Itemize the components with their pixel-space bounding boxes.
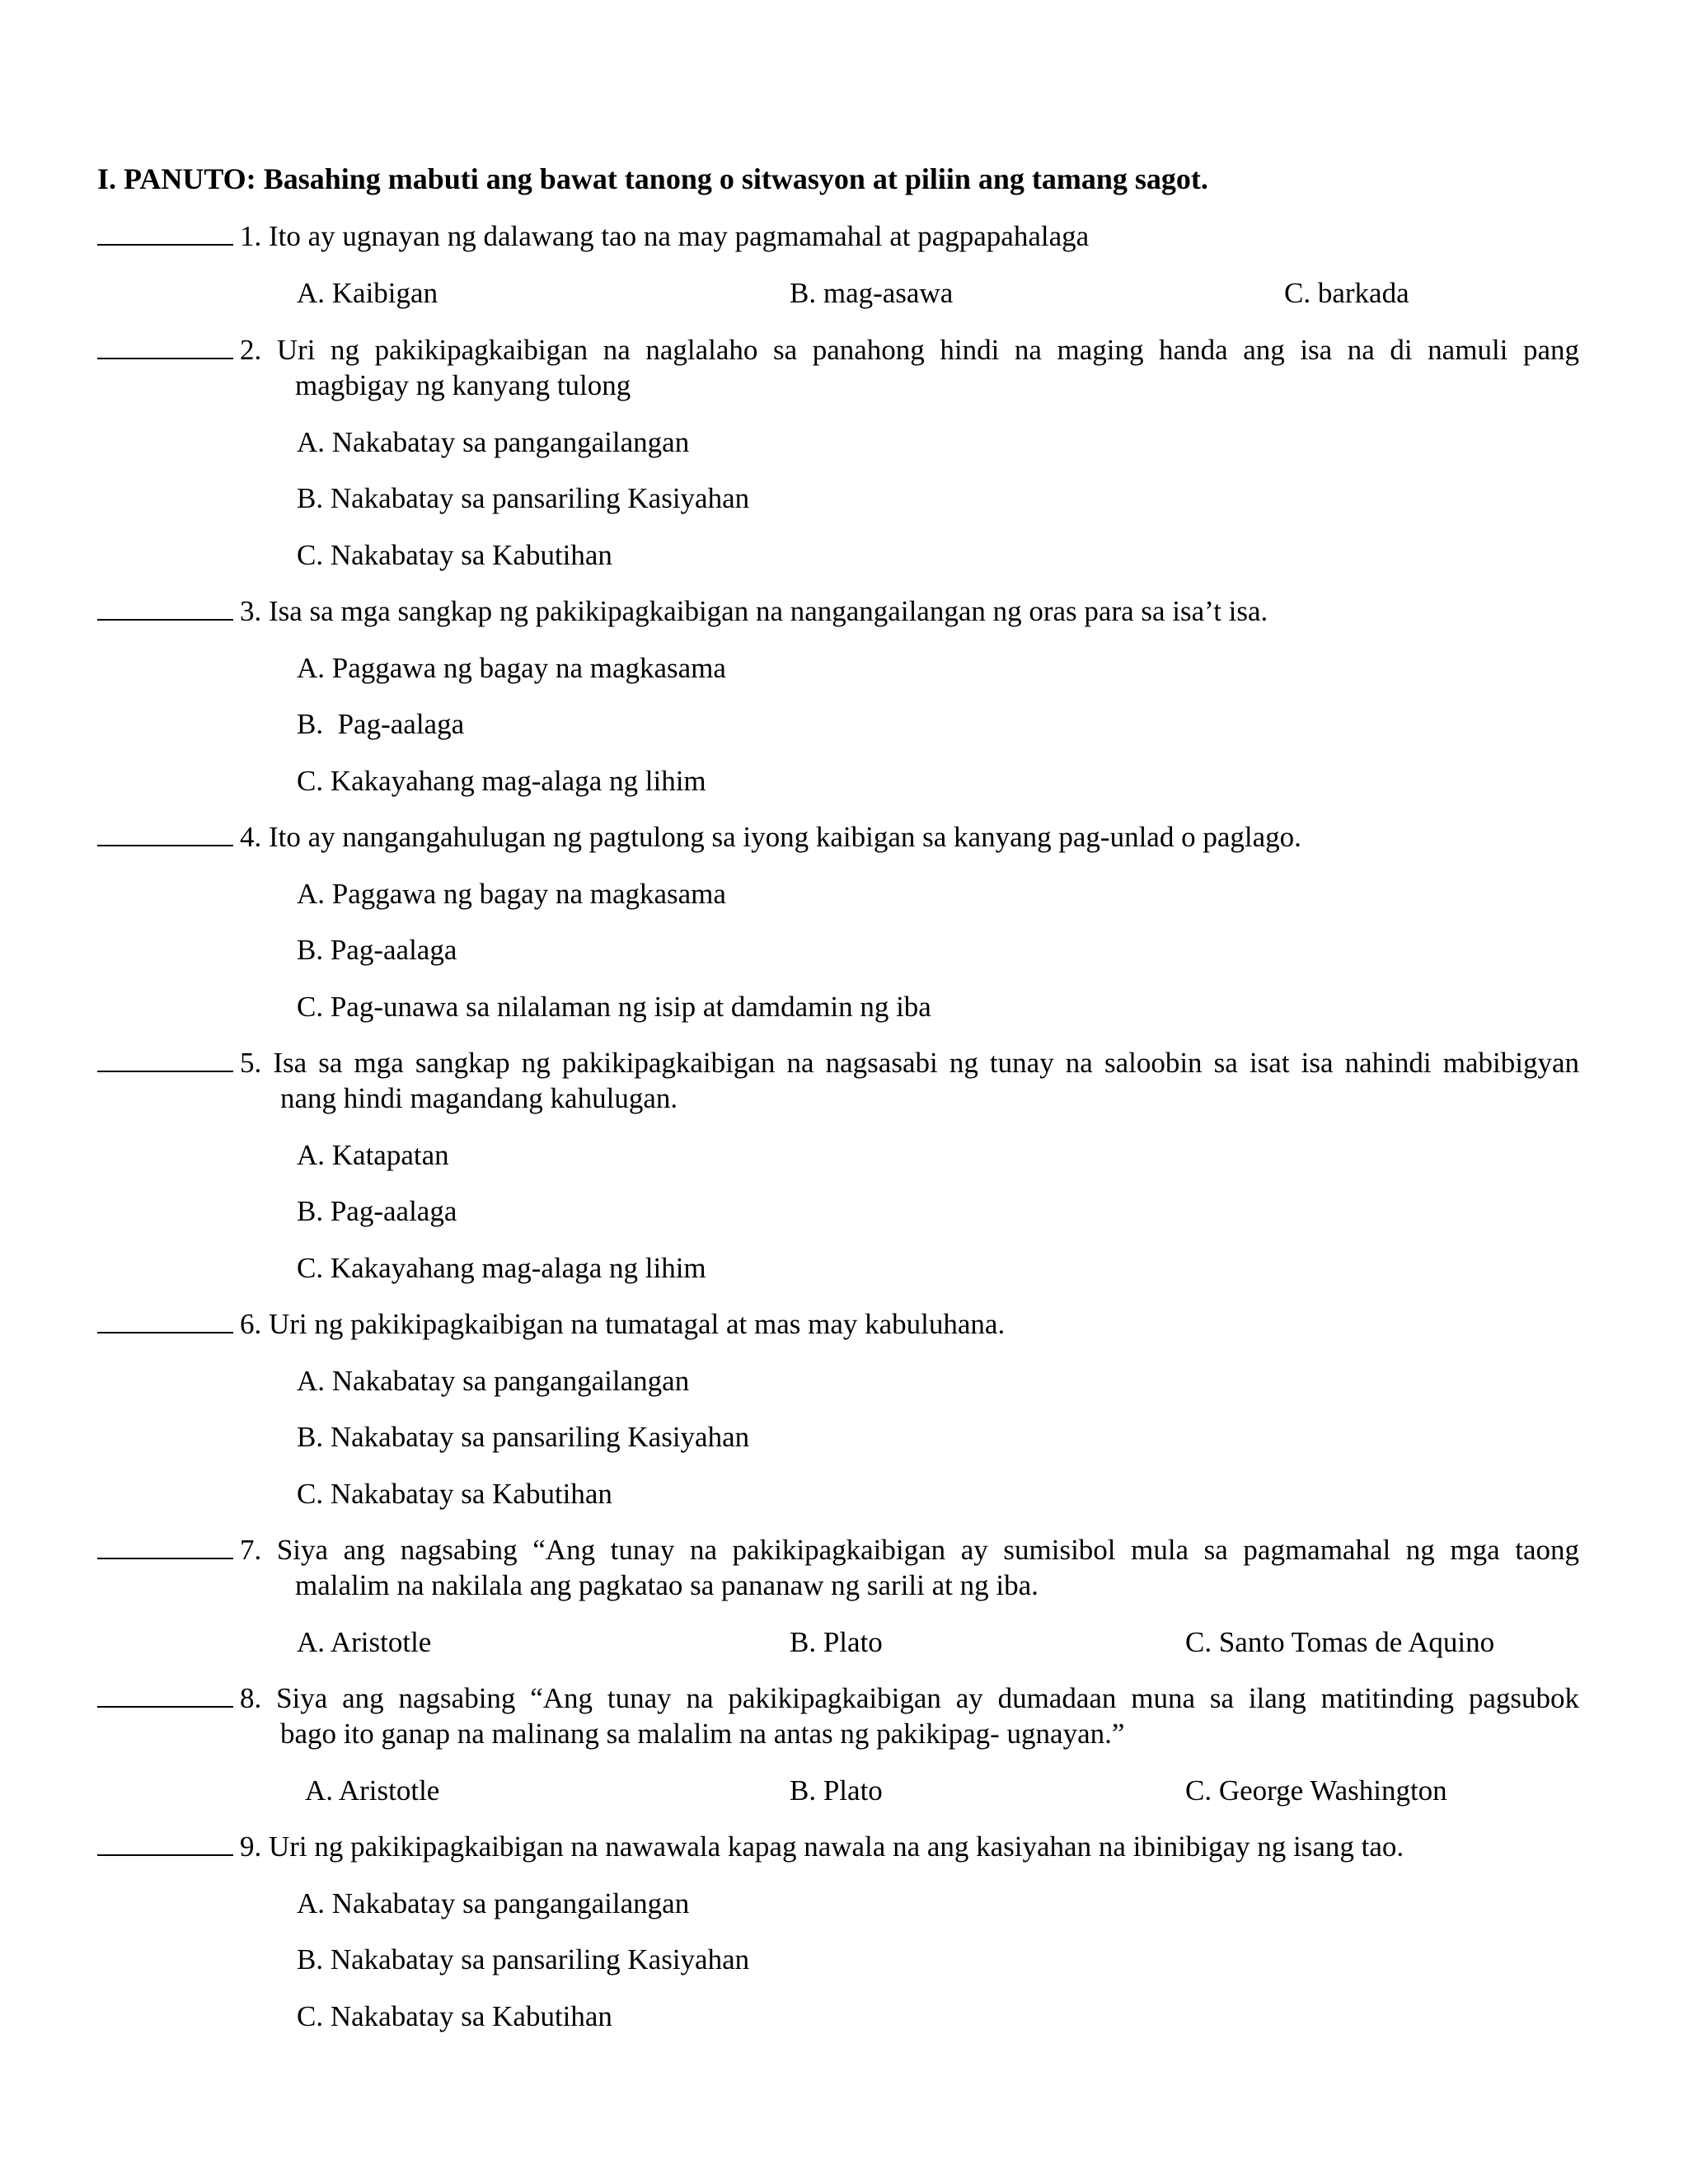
question-4-option-a: A. Paggawa ng bagay na magkasama	[297, 878, 726, 910]
question-4-option-c: C. Pag-unawa sa nilalaman ng isip at damdamin ng iba	[297, 991, 931, 1023]
answer-blank-5[interactable]	[97, 1046, 233, 1072]
question-3-text: 3. Isa sa mga sangkap ng pakikipagkaibigan na nangangailangan ng oras para sa isa’t isa.	[240, 595, 1268, 627]
question-5	[97, 1045, 1579, 1080]
question-7-continuation: malalim na nakilala ang pagkatao sa pananaw ng sarili at ng iba.	[295, 1569, 1039, 1601]
answer-blank-8[interactable]	[97, 1681, 233, 1708]
question-6-option-b: B. Nakabatay sa pansariling Kasiyahan	[297, 1421, 750, 1453]
question-2-option-a: A. Nakabatay sa pangangailangan	[297, 426, 690, 458]
answer-blank-9[interactable]	[97, 1830, 233, 1856]
question-4-text: 4. Ito ay nangangahulugan ng pagtulong sa iyong kaibigan sa kanyang pag-unlad o paglago.	[240, 821, 1301, 853]
question-3-option-a: A. Paggawa ng bagay na magkasama	[297, 652, 726, 684]
question-5-text: 5. Isa sa mga sangkap ng pakikipagkaibigan na nagsasabi ng tunay na saloobin sa isat isa nahindi mabibigyan	[240, 1047, 1579, 1079]
question-5-option-b: B. Pag-aalaga	[297, 1195, 457, 1227]
question-9-option-c: C. Nakabatay sa Kabutihan	[297, 2000, 612, 2032]
instructions-text: Basahing mabuti ang bawat tanong o sitwasyon at piliin ang tamang sagot.	[256, 162, 1208, 195]
answer-blank-1[interactable]	[97, 219, 233, 246]
question-8-option-c: C. George Washington	[1185, 1774, 1447, 1807]
question-2-continuation: magbigay ng kanyang tulong	[295, 369, 631, 401]
answer-blank-6[interactable]	[97, 1307, 233, 1333]
question-7-text: 7. Siya ang nagsabing “Ang tunay na pakikipagkaibigan ay sumisibol mula sa pagmamahal ng mga taong	[240, 1534, 1579, 1566]
question-7	[97, 1532, 1579, 1568]
question-7-option-c: C. Santo Tomas de Aquino	[1185, 1626, 1495, 1658]
question-6-option-a: A. Nakabatay sa pangangailangan	[297, 1365, 690, 1397]
question-5-option-a: A. Katapatan	[297, 1139, 449, 1171]
question-1-option-c: C. barkada	[1284, 277, 1409, 309]
instructions-label: I. PANUTO:	[97, 162, 256, 195]
question-8-text: 8. Siya ang nagsabing “Ang tunay na pakikipagkaibigan ay dumadaan muna sa ilang matitinding pagsubok	[240, 1682, 1579, 1714]
question-1-option-b: B. mag-asawa	[790, 277, 954, 309]
question-5-option-c: C. Kakayahang mag-alaga ng lihim	[297, 1252, 706, 1284]
question-6	[97, 1306, 1581, 1342]
question-8-continuation: bago ito ganap na malinang sa malalim na antas ng pakikipag- ugnayan.”	[280, 1718, 1125, 1750]
question-3	[97, 593, 1581, 629]
question-1-text: 1. Ito ay ugnayan ng dalawang tao na may pagmamahal at pagpapahalaga	[240, 220, 1090, 252]
answer-blank-7[interactable]	[97, 1533, 233, 1559]
question-6-option-c: C. Nakabatay sa Kabutihan	[297, 1478, 612, 1510]
answer-blank-3[interactable]	[97, 594, 233, 621]
question-2-text: 2. Uri ng pakikipagkaibigan na naglalaho sa panahong hindi na maging handa ang isa na di namuli pang	[240, 334, 1579, 366]
question-1	[97, 218, 1581, 254]
question-9	[97, 1829, 1581, 1864]
question-6-text: 6. Uri ng pakikipagkaibigan na tumatagal at mas may kabuluhana.	[240, 1308, 1006, 1340]
question-9-option-b: B. Nakabatay sa pansariling Kasiyahan	[297, 1943, 750, 1975]
question-4	[97, 819, 1581, 855]
instructions-heading	[97, 158, 1208, 199]
question-5-continuation: nang hindi magandang kahulugan.	[280, 1082, 678, 1114]
question-2	[97, 332, 1579, 368]
question-7-option-a: A. Aristotle	[297, 1626, 432, 1658]
question-4-option-b: B. Pag-aalaga	[297, 934, 457, 966]
answer-blank-2[interactable]	[97, 333, 233, 359]
question-2-option-b: B. Nakabatay sa pansariling Kasiyahan	[297, 482, 750, 514]
question-7-option-b: B. Plato	[790, 1626, 883, 1658]
answer-blank-4[interactable]	[97, 820, 233, 846]
question-8-option-a: A. Aristotle	[305, 1774, 440, 1807]
question-8	[97, 1680, 1579, 1716]
question-9-text: 9. Uri ng pakikipagkaibigan na nawawala kapag nawala na ang kasiyahan na ibinibigay ng isang tao.	[240, 1830, 1404, 1863]
question-8-option-b: B. Plato	[790, 1774, 883, 1807]
question-9-option-a: A. Nakabatay sa pangangailangan	[297, 1887, 690, 1919]
question-1-option-a: A. Kaibigan	[297, 277, 438, 309]
question-2-option-c: C. Nakabatay sa Kabutihan	[297, 539, 612, 571]
question-3-option-c: C. Kakayahang mag-alaga ng lihim	[297, 765, 706, 797]
question-3-option-b: B. Pag-aalaga	[297, 708, 465, 740]
